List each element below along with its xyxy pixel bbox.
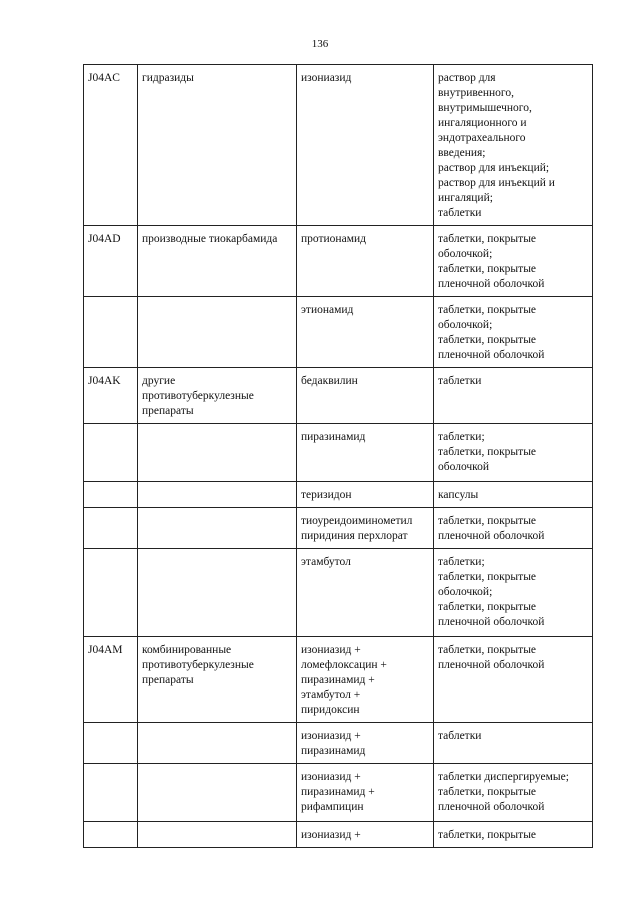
table-row bbox=[84, 764, 593, 822]
group-cell bbox=[138, 723, 297, 764]
dosage-form-cell: таблетки, покрытые оболочкой; таблетки, покрытые пленочной оболочкой bbox=[434, 297, 593, 368]
group-cell: производные тиокарбамида bbox=[138, 226, 297, 297]
group-cell bbox=[138, 297, 297, 368]
dosage-form-cell: таблетки; таблетки, покрытые оболочкой bbox=[434, 424, 593, 482]
substance-cell: этионамид bbox=[297, 297, 434, 368]
table-row bbox=[84, 549, 593, 637]
drug-table bbox=[83, 64, 593, 848]
atc-code-cell bbox=[84, 508, 138, 549]
substance-cell: этамбутол bbox=[297, 549, 434, 637]
atc-code-cell bbox=[84, 723, 138, 764]
table-row bbox=[84, 508, 593, 549]
substance-cell: тиоуреидоиминометил пиридиния перхлорат bbox=[297, 508, 434, 549]
group-cell bbox=[138, 764, 297, 822]
substance-cell: изониазид bbox=[297, 65, 434, 226]
atc-code-cell bbox=[84, 297, 138, 368]
table-row bbox=[84, 723, 593, 764]
dosage-form-cell: капсулы bbox=[434, 482, 593, 508]
table-row bbox=[84, 297, 593, 368]
group-cell bbox=[138, 508, 297, 549]
substance-cell: изониазид + ломефлоксацин + пиразинамид + этамбутол + пиридоксин bbox=[297, 637, 434, 723]
page-number: 136 bbox=[311, 38, 329, 50]
table-row bbox=[84, 637, 593, 723]
atc-code-cell bbox=[84, 424, 138, 482]
substance-cell: изониазид + пиразинамид + рифампицин bbox=[297, 764, 434, 822]
group-cell bbox=[138, 482, 297, 508]
table-row bbox=[84, 822, 593, 848]
dosage-form-cell: таблетки, покрытые оболочкой; таблетки, покрытые пленочной оболочкой bbox=[434, 226, 593, 297]
atc-code-cell bbox=[84, 764, 138, 822]
atc-code-cell bbox=[84, 822, 138, 848]
substance-cell: бедаквилин bbox=[297, 368, 434, 424]
substance-cell: изониазид + пиразинамид bbox=[297, 723, 434, 764]
group-cell: комбинированные противотуберкулезные препараты bbox=[138, 637, 297, 723]
table-row bbox=[84, 482, 593, 508]
atc-code-cell bbox=[84, 549, 138, 637]
group-cell bbox=[138, 424, 297, 482]
substance-cell: пиразинамид bbox=[297, 424, 434, 482]
dosage-form-cell: таблетки, покрытые пленочной оболочкой bbox=[434, 637, 593, 723]
dosage-form-cell: таблетки диспергируемые; таблетки, покрытые пленочной оболочкой bbox=[434, 764, 593, 822]
atc-code-cell: J04AK bbox=[84, 368, 138, 424]
atc-code-cell: J04AC bbox=[84, 65, 138, 226]
atc-code-cell: J04AM bbox=[84, 637, 138, 723]
substance-cell: протионамид bbox=[297, 226, 434, 297]
atc-code-cell: J04AD bbox=[84, 226, 138, 297]
table-row bbox=[84, 424, 593, 482]
dosage-form-cell: таблетки bbox=[434, 723, 593, 764]
dosage-form-cell: раствор для внутривенного, внутримышечного, ингаляционного и эндотрахеального введения; раствор для инъекций; раствор для инъекций и ингаляций; таблетки bbox=[434, 65, 593, 226]
dosage-form-cell: таблетки, покрытые bbox=[434, 822, 593, 848]
group-cell bbox=[138, 822, 297, 848]
group-cell: гидразиды bbox=[138, 65, 297, 226]
group-cell bbox=[138, 549, 297, 637]
substance-cell: теризидон bbox=[297, 482, 434, 508]
substance-cell: изониазид + bbox=[297, 822, 434, 848]
table-row bbox=[84, 226, 593, 297]
atc-code-cell bbox=[84, 482, 138, 508]
table-row bbox=[84, 65, 593, 226]
table-row bbox=[84, 368, 593, 424]
dosage-form-cell: таблетки bbox=[434, 368, 593, 424]
group-cell: другие противотуберкулезные препараты bbox=[138, 368, 297, 424]
dosage-form-cell: таблетки, покрытые пленочной оболочкой bbox=[434, 508, 593, 549]
dosage-form-cell: таблетки; таблетки, покрытые оболочкой; таблетки, покрытые пленочной оболочкой bbox=[434, 549, 593, 637]
